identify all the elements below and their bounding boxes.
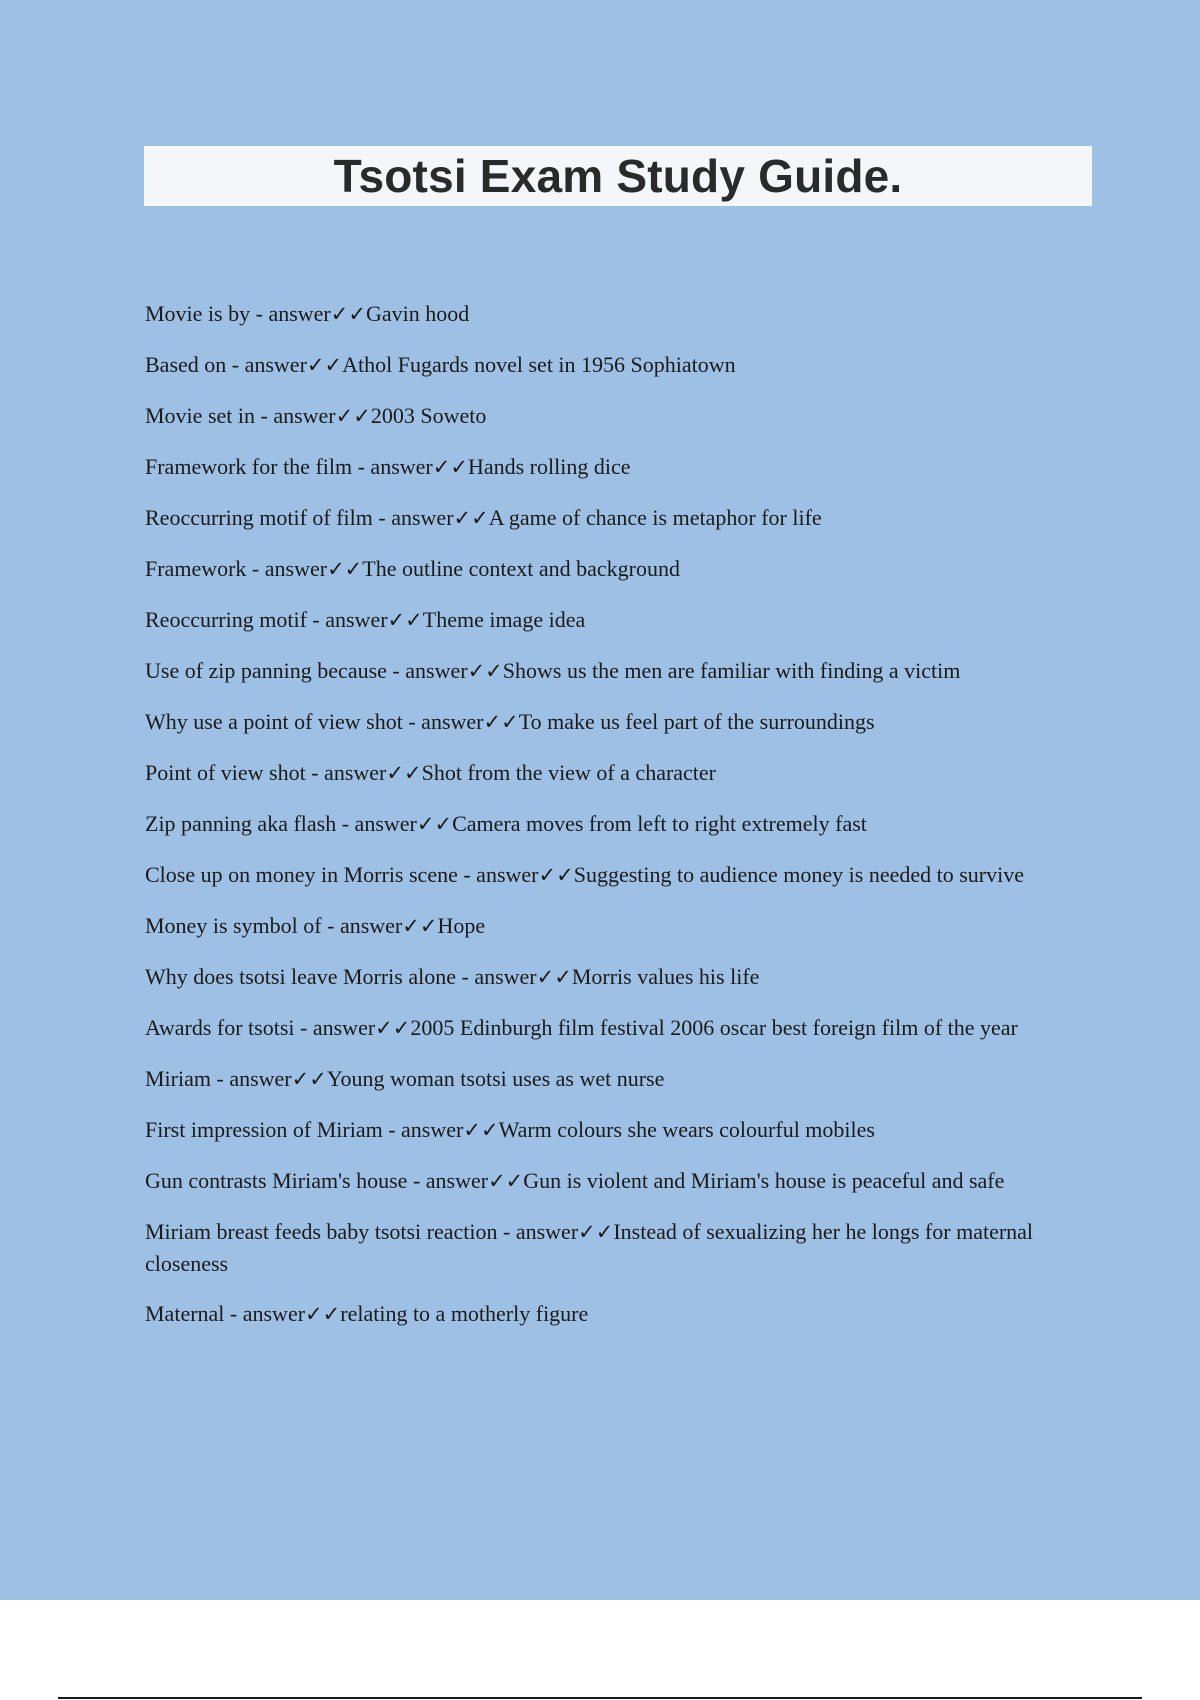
qa-answer: Gavin hood	[365, 301, 470, 326]
qa-separator: - answer	[402, 709, 484, 734]
qa-list	[145, 298, 1075, 1349]
qa-answer: A game of chance is metaphor for life	[488, 505, 822, 530]
qa-separator: - answer	[457, 862, 539, 887]
double-check-icon: ✓✓	[330, 302, 366, 326]
page-title: Tsotsi Exam Study Guide.	[333, 150, 903, 202]
qa-separator: - answer	[255, 403, 336, 428]
qa-question: Why use a point of view shot	[145, 709, 403, 734]
qa-question: Miriam breast feeds baby tsotsi reaction	[145, 1219, 498, 1244]
qa-separator: - answer	[336, 811, 417, 836]
double-check-icon: ✓✓	[536, 965, 572, 989]
qa-question: Use of zip panning because	[145, 658, 387, 683]
qa-separator: - answer	[456, 964, 537, 989]
qa-separator: - answer	[497, 1219, 579, 1244]
qa-separator: - answer	[224, 1301, 306, 1326]
qa-item	[145, 604, 1075, 636]
double-check-icon: ✓✓	[538, 863, 574, 887]
qa-answer: The outline context and background	[362, 556, 680, 581]
qa-question: First impression of Miriam	[145, 1117, 383, 1142]
double-check-icon: ✓✓	[387, 608, 423, 632]
qa-separator: - answer	[226, 352, 307, 377]
double-check-icon: ✓✓	[416, 812, 453, 836]
double-check-icon: ✓✓	[578, 1220, 614, 1244]
double-check-icon: ✓✓	[483, 710, 519, 734]
qa-answer: Gun is violent and Miriam's house is peaceful and safe	[523, 1168, 1005, 1193]
qa-question: Based on	[145, 352, 227, 377]
qa-item	[145, 757, 1075, 789]
qa-separator: - answer	[294, 1015, 376, 1040]
qa-answer: relating to a motherly figure	[340, 1301, 589, 1326]
qa-answer: Instead of sexualizing her he longs for maternal closeness	[145, 1219, 1034, 1276]
double-check-icon: ✓✓	[327, 557, 363, 581]
double-check-icon: ✓✓	[306, 353, 343, 377]
double-check-icon: ✓✓	[335, 404, 371, 428]
qa-answer: Young woman tsotsi uses as wet nurse	[326, 1066, 665, 1091]
double-check-icon: ✓✓	[375, 1016, 411, 1040]
qa-question: Reoccurring motif of film	[145, 505, 373, 530]
double-check-icon: ✓✓	[453, 506, 489, 530]
double-check-icon: ✓✓	[467, 659, 503, 683]
title-banner	[144, 146, 1092, 206]
qa-separator: - answer	[352, 454, 433, 479]
qa-question: Gun contrasts Miriam's house	[145, 1168, 408, 1193]
qa-question: Reoccurring motif	[145, 607, 307, 632]
qa-item	[145, 1216, 1075, 1279]
qa-separator: - answer	[305, 760, 387, 785]
qa-item	[145, 910, 1075, 942]
qa-item	[145, 808, 1075, 840]
qa-question: Money is symbol of	[145, 913, 322, 938]
qa-question: Movie is by	[145, 301, 251, 326]
qa-item	[145, 1114, 1075, 1146]
qa-item	[145, 706, 1075, 738]
qa-answer: 2003 Soweto	[370, 403, 487, 428]
qa-item	[145, 451, 1075, 483]
qa-answer: Warm colours she wears colourful mobiles	[498, 1117, 875, 1142]
qa-question: Maternal	[145, 1301, 225, 1326]
qa-answer: Hope	[437, 913, 486, 938]
qa-item	[145, 553, 1075, 585]
qa-item	[145, 349, 1075, 381]
qa-answer: Morris values his life	[571, 964, 760, 989]
qa-separator: - answer	[306, 607, 388, 632]
qa-separator: - answer	[250, 301, 331, 326]
qa-question: Movie set in	[145, 403, 255, 428]
qa-question: Framework for the film	[145, 454, 353, 479]
qa-item	[145, 400, 1075, 432]
qa-question: Miriam	[145, 1066, 211, 1091]
qa-question: Why does tsotsi leave Morris alone	[145, 964, 456, 989]
qa-question: Point of view shot	[145, 760, 306, 785]
double-check-icon: ✓✓	[488, 1169, 524, 1193]
qa-answer: Shows us the men are familiar with finding a victim	[502, 658, 961, 683]
double-check-icon: ✓✓	[463, 1118, 499, 1142]
bottom-divider	[58, 1697, 1142, 1699]
qa-item	[145, 502, 1075, 534]
qa-item	[145, 655, 1075, 687]
qa-separator: - answer	[407, 1168, 489, 1193]
qa-separator: - answer	[321, 913, 403, 938]
qa-answer: Suggesting to audience money is needed to survive	[573, 862, 1024, 887]
qa-answer: To make us feel part of the surroundings	[518, 709, 875, 734]
double-check-icon: ✓✓	[432, 455, 468, 479]
qa-answer: 2005 Edinburgh film festival 2006 oscar best foreign film of the year	[410, 1015, 1018, 1040]
qa-separator: - answer	[386, 658, 468, 683]
double-check-icon: ✓✓	[386, 761, 422, 785]
qa-answer: Athol Fugards novel set in 1956 Sophiatown	[342, 352, 736, 377]
qa-question: Framework	[145, 556, 247, 581]
double-check-icon: ✓✓	[402, 914, 438, 938]
qa-separator: - answer	[382, 1117, 464, 1142]
double-check-icon: ✓✓	[291, 1067, 327, 1091]
qa-answer: Theme image idea	[422, 607, 586, 632]
qa-question: Awards for tsotsi	[145, 1015, 295, 1040]
qa-item	[145, 1298, 1075, 1330]
qa-separator: - answer	[246, 556, 328, 581]
qa-item	[145, 859, 1075, 891]
qa-answer: Hands rolling dice	[467, 454, 631, 479]
qa-separator: - answer	[211, 1066, 292, 1091]
qa-item	[145, 1012, 1075, 1044]
qa-separator: - answer	[372, 505, 454, 530]
qa-item	[145, 1063, 1075, 1095]
qa-question: Close up on money in Morris scene	[145, 862, 458, 887]
qa-item	[145, 1165, 1075, 1197]
qa-item	[145, 961, 1075, 993]
qa-item	[145, 298, 1075, 330]
qa-answer: Shot from the view of a character	[421, 760, 717, 785]
qa-question: Zip panning aka flash	[145, 811, 337, 836]
double-check-icon: ✓✓	[305, 1302, 341, 1326]
qa-answer: Camera moves from left to right extremely fast	[452, 811, 867, 836]
